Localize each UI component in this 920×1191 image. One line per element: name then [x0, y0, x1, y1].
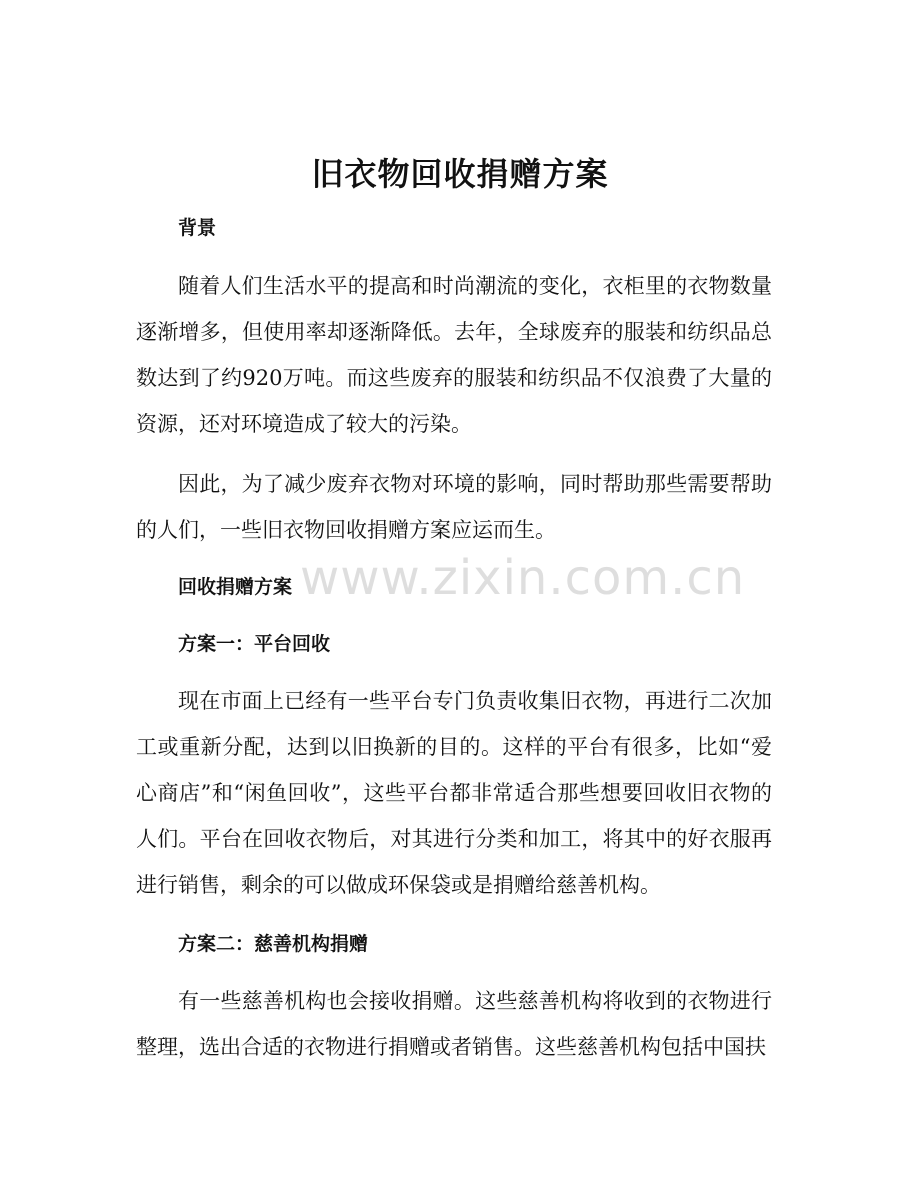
paragraph-background-1: 随着人们生活水平的提高和时尚潮流的变化，衣柜里的衣物数量逐渐增多，但使用率却逐渐降低。去年，全球废弃的服装和纺织品总数达到了约920万吨。而这些废弃的服装和纺织品不仅浪费了大量的资源，还对环境造成了较大的污染。 — [136, 274, 772, 436]
subsection-heading-plan2: 方案二：慈善机构捐赠 — [178, 933, 369, 955]
section-heading-plan: 回收捐赠方案 — [178, 576, 293, 598]
document-title: 旧衣物回收捐赠方案 — [311, 155, 609, 193]
subsection-heading-plan1: 方案一：平台回收 — [178, 633, 331, 655]
watermark: www.zixin.com.cn — [300, 550, 746, 606]
paragraph-plan2: 有一些慈善机构也会接收捐赠。这些慈善机构将收到的衣物进行整理，选出合适的衣物进行捐赠或者销售。这些慈善机构包括中国扶 — [136, 989, 772, 1059]
paragraph-plan1: 现在市面上已经有一些平台专门负责收集旧衣物，再进行二次加工或重新分配，达到以旧换新的目的。这样的平台有很多，比如“爱心商店”和“闲鱼回收”，这些平台都非常适合那些想要回收旧衣物的人们。平台在回收衣物后，对其进行分类和加工，将其中的好衣服再进行销售，剩余的可以做成环保袋或是捐赠给慈善机构。 — [136, 689, 772, 897]
section-heading-background: 背景 — [178, 217, 217, 239]
paragraph-background-2: 因此，为了减少废弃衣物对环境的影响，同时帮助那些需要帮助的人们，一些旧衣物回收捐赠方案应运而生。 — [136, 472, 772, 542]
